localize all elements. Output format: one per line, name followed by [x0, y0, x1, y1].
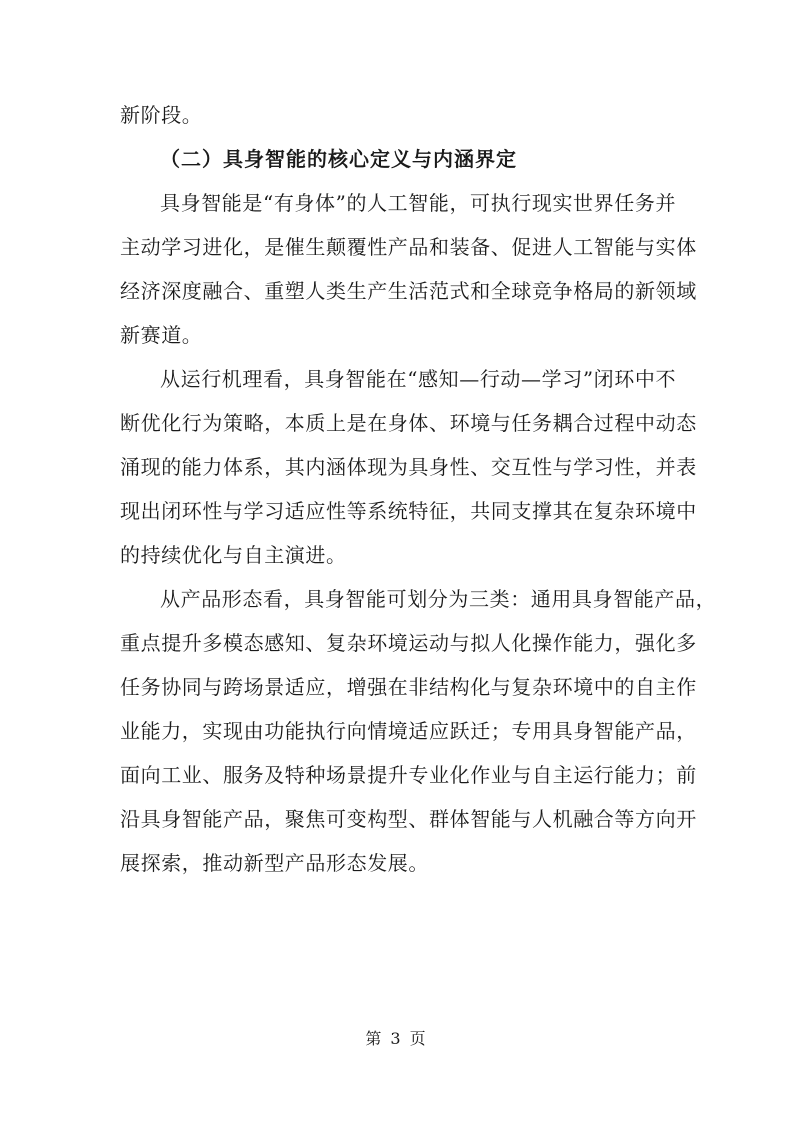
paragraph-line: 从产品形态看，具身智能可划分为三类：通用具身智能产品， — [160, 587, 717, 611]
paragraph-line: 任务协同与跨场景适应，增强在非结构化与复杂环境中的自主作 — [120, 675, 697, 699]
paragraph-definition — [120, 181, 697, 357]
page-number: 第 3 页 — [365, 1029, 428, 1048]
paragraph-line: 经济深度融合、重塑人类生产生活范式和全球竞争格局的新领域 — [120, 279, 697, 303]
paragraph-line: 面向工业、服务及特种场景提升专业化作业与自主运行能力；前 — [120, 763, 697, 787]
paragraph-product-forms — [120, 577, 717, 885]
paragraph-line: 新赛道。 — [120, 323, 203, 347]
paragraph-mechanism — [120, 357, 697, 577]
paragraph-line: 主动学习进化，是催生颠覆性产品和装备、促进人工智能与实体 — [120, 235, 697, 259]
paragraph-line: 具身智能是“有身体”的人工智能，可执行现实世界任务并 — [160, 191, 677, 215]
paragraph-line: 的持续优化与自主演进。 — [120, 543, 347, 567]
paragraph-line: 涌现的能力体系，其内涵体现为具身性、交互性与学习性，并表 — [120, 455, 697, 479]
paragraph-line: 业能力，实现由功能执行向情境适应跃迁；专用具身智能产品， — [120, 719, 697, 743]
paragraph-line: 展探索，推动新型产品形态发展。 — [120, 851, 429, 875]
paragraph-line: 断优化行为策略，本质上是在身体、环境与任务耦合过程中动态 — [120, 411, 697, 435]
document-body — [120, 93, 717, 885]
section-heading: （二）具身智能的核心定义与内涵界定 — [160, 147, 517, 171]
paragraph-line: 现出闭环性与学习适应性等系统特征，共同支撑其在复杂环境中 — [120, 499, 697, 523]
paragraph-line: 从运行机理看，具身智能在“感知—行动—学习”闭环中不 — [160, 367, 677, 391]
paragraph-line: 沿具身智能产品，聚焦可变构型、群体智能与人机融合等方向开 — [120, 807, 697, 831]
paragraph-line: 重点提升多模态感知、复杂环境运动与拟人化操作能力，强化多 — [120, 631, 697, 655]
intro-line: 新阶段。 — [120, 103, 203, 127]
